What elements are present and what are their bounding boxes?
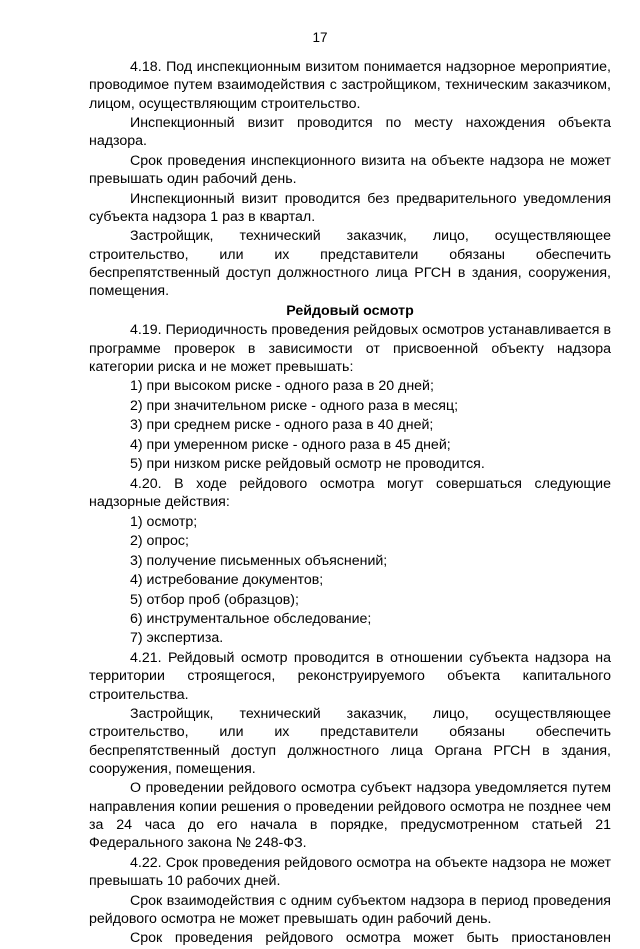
paragraph-4-22: 4.22. Срок проведения рейдового осмотра на объекте надзора не может превышать 10 рабочих дней. [89, 854, 611, 890]
paragraph: Срок проведения инспекционного визита на объекте надзора не может превышать один рабочий день. [89, 152, 611, 188]
paragraph-4-20: 4.20. В ходе рейдового осмотра могут совершаться следующие надзорные действия: [89, 475, 611, 511]
paragraph-4-21: 4.21. Рейдовый осмотр проводится в отношении субъекта надзора на территории строящегося, реконструируемого объекта капитального строительства. [89, 649, 611, 703]
section-heading: Рейдовый осмотр [286, 302, 414, 319]
paragraph-4-18: 4.18. Под инспекционным визитом понимается надзорное мероприятие, проводимое путем взаимодействия с застройщиком, техническим заказчиком, лицом, осуществляющим строительство. [89, 59, 611, 112]
paragraph: Срок проведения рейдового осмотра может быть приостановлен [130, 930, 611, 947]
list-item: 2) при значительном риске - одного раза в месяц; [130, 397, 459, 414]
list-item: 2) опрос; [130, 533, 189, 550]
list-item: 4) истребование документов; [130, 572, 324, 589]
paragraph: Срок взаимодействия с одним субъектом надзора в период проведения рейдового осмотра не может превышать один рабочий день. [89, 892, 611, 927]
paragraph: Инспекционный визит проводится без предварительного уведомления субъекта надзора 1 раз в квартал. [89, 190, 611, 225]
list-item: 3) при среднем риске - одного раза в 40 дней; [130, 417, 434, 434]
paragraph: Инспекционный визит проводится по месту нахождения объекта надзора. [89, 115, 611, 150]
document-body [89, 58, 611, 949]
list-item: 7) экспертиза. [130, 630, 224, 647]
list-item: 1) осмотр; [130, 513, 198, 530]
list-item: 1) при высоком риске - одного раза в 20 дней; [130, 378, 434, 395]
list-item: 6) инструментальное обследование; [130, 610, 372, 627]
paragraph: Застройщик, технический заказчик, лицо, осуществляющее строительство, или их представители обязаны обеспечить беспрепятственный доступ должностного лица Органа РГСН в здания, сооружения, помещения. [89, 706, 611, 777]
list-item: 5) отбор проб (образцов); [130, 591, 299, 608]
paragraph: Застройщик, технический заказчик, лицо, осуществляющее строительство, или их представители обязаны обеспечить беспрепятственный доступ должностного лица РГСН в здания, сооружения, помещения. [89, 228, 611, 300]
page-number: 17 [312, 30, 328, 45]
paragraph-4-19: 4.19. Периодичность проведения рейдовых осмотров устанавливается в программе проверок в зависимости от присвоенной объекту надзора категории риска и не может превышать: [89, 322, 611, 375]
paragraph: О проведении рейдового осмотра субъект надзора уведомляется путем направления копии решения о проведении рейдового осмотра не позднее чем за 24 часа до его начала в порядке, предусмотренном статьей 21 Федерального закона № 248-ФЗ. [89, 780, 611, 852]
list-item: 3) получение письменных объяснений; [130, 552, 388, 569]
list-item: 5) при низком риске рейдовый осмотр не проводится. [130, 456, 485, 473]
list-item: 4) при умеренном риске - одного раза в 45 дней; [130, 436, 451, 453]
